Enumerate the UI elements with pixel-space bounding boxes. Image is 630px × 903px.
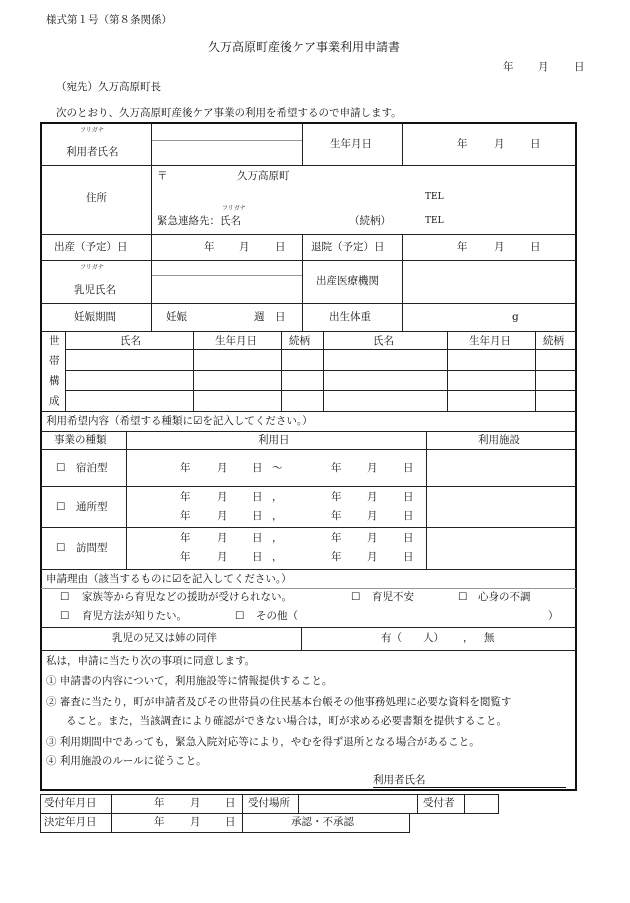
stay-from-day: 日: [252, 462, 263, 474]
household-col-rel-1: 続柄: [289, 335, 310, 347]
infant-furigana-input[interactable]: [152, 262, 301, 274]
receipt-day: 日: [225, 797, 236, 809]
stay-to-year: 年: [331, 462, 342, 474]
visit-checkbox[interactable]: ☐: [56, 542, 66, 554]
reason-2-checkbox[interactable]: ☐: [351, 591, 361, 603]
visit1-to-day: 日: [403, 532, 414, 544]
approval-status: 承認・不承認: [291, 816, 354, 828]
visit1-to-month: 月: [367, 532, 378, 544]
town-name: 久万高原町: [237, 170, 290, 182]
decision-day: 日: [225, 816, 236, 828]
reason-3-checkbox[interactable]: ☐: [458, 591, 468, 603]
furigana-label: フリガナ: [80, 127, 104, 134]
stay-tilde: ～: [272, 462, 283, 474]
reason-2-label: 育児不安: [372, 591, 414, 603]
discharge-day: 日: [530, 241, 541, 253]
household-col-birth-2: 生年月日: [469, 335, 511, 347]
reason-4-checkbox[interactable]: ☐: [60, 610, 70, 622]
relation-label: （続柄）: [349, 215, 391, 227]
household-side-2: 帯: [49, 355, 60, 367]
reason-3-label: 心身の不調: [478, 591, 531, 603]
decision-month: 月: [190, 816, 201, 828]
visit1-from-month: 月: [217, 532, 228, 544]
visit2-to-year: 年: [331, 551, 342, 563]
delivery-date-label: 出産（予定）日: [54, 241, 128, 253]
discharge-month: 月: [494, 241, 505, 253]
header-day: 日: [574, 61, 585, 73]
stay-to-month: 月: [367, 462, 378, 474]
addressee: （宛先）久万高原町長: [56, 81, 161, 93]
day2-from-month: 月: [217, 510, 228, 522]
visit-label: 訪問型: [76, 542, 108, 554]
gestation-prefix: 妊娠: [166, 311, 187, 323]
receipt-year: 年: [154, 797, 165, 809]
stay-checkbox[interactable]: ☐: [56, 462, 66, 474]
consent-item-3: ③ 利用期間中であっても，緊急入院対応等により，やむを得ず退所となる場合があること。: [46, 736, 480, 748]
visit1-comma: ，: [272, 532, 283, 544]
sibling-count-unit: 人）: [423, 632, 444, 644]
reason-4-label: 育児方法が知りたい。: [82, 610, 187, 622]
day1-from-year: 年: [180, 491, 191, 503]
sibling-comma: ，: [463, 632, 474, 644]
usage-heading: 利用希望内容（希望する種類に☑を記入してください。）: [46, 415, 313, 427]
receipt-month: 月: [190, 797, 201, 809]
sibling-yes[interactable]: 有（: [381, 632, 402, 644]
stay-from-year: 年: [180, 462, 191, 474]
signature-label: 利用者氏名: [373, 774, 426, 786]
birthdate-label: 生年月日: [330, 138, 372, 150]
visit2-from-day: 日: [252, 551, 263, 563]
decision-date-label: 決定年月日: [44, 816, 97, 828]
delivery-month: 月: [239, 241, 250, 253]
day2-to-month: 月: [367, 510, 378, 522]
gestation-label: 妊娠期間: [74, 311, 116, 323]
consent-item-1: ① 申請書の内容について，利用施設等に情報提供すること。: [46, 675, 333, 687]
gestation-day: 日: [275, 311, 286, 323]
infant-name-label: 乳児氏名: [74, 284, 116, 296]
reason-1-label: 家族等から育児などの援助が受けられない。: [82, 591, 292, 603]
reason-5-checkbox[interactable]: ☐: [235, 610, 245, 622]
household-col-name-2: 氏名: [373, 335, 394, 347]
visit2-to-day: 日: [403, 551, 414, 563]
reason-heading: 申請理由（該当するものに☑を記入してください。）: [46, 573, 292, 585]
page-title: 久万高原町産後ケア事業利用申請書: [208, 40, 401, 54]
household-side-1: 世: [49, 335, 60, 347]
day1-from-day: 日: [252, 491, 263, 503]
day1-comma: ，: [272, 491, 283, 503]
household-col-rel-2: 続柄: [543, 335, 564, 347]
birth-year: 年: [457, 138, 468, 150]
household-side-3: 構: [49, 375, 60, 387]
stay-to-day: 日: [403, 462, 414, 474]
discharge-year: 年: [457, 241, 468, 253]
household-col-name-1: 氏名: [120, 335, 141, 347]
usage-col-date: 利用日: [258, 434, 290, 446]
birth-weight-unit: g: [512, 311, 519, 323]
discharge-date-label: 退院（予定）日: [311, 241, 385, 253]
visit2-to-month: 月: [367, 551, 378, 563]
applicant-name-label: 利用者氏名: [66, 146, 119, 158]
infant-furigana-label: フリガナ: [80, 264, 104, 271]
sibling-label: 乳児の兄又は姉の同伴: [112, 632, 217, 644]
applicant-furigana-input[interactable]: [152, 130, 301, 139]
delivery-year: 年: [204, 241, 215, 253]
hospital-label: 出産医療機関: [316, 275, 379, 287]
birth-day: 日: [530, 138, 541, 150]
day1-to-day: 日: [403, 491, 414, 503]
reason-5-close: ）: [548, 610, 559, 622]
consent-item-2a: ② 審査に当たり，町が申請者及びその世帯員の住民基本台帳その他事務処理に必要な資料を閲覧す: [46, 696, 512, 708]
visit2-from-month: 月: [217, 551, 228, 563]
stay-from-month: 月: [217, 462, 228, 474]
household-col-birth-1: 生年月日: [215, 335, 257, 347]
header-month: 月: [538, 61, 549, 73]
day2-from-year: 年: [180, 510, 191, 522]
usage-col-type: 事業の種類: [54, 434, 107, 446]
emergency-tel-label: TEL: [425, 216, 444, 226]
delivery-day: 日: [275, 241, 286, 253]
decision-year: 年: [154, 816, 165, 828]
stay-label: 宿泊型: [76, 462, 108, 474]
visit1-from-day: 日: [252, 532, 263, 544]
day-label: 通所型: [76, 501, 108, 513]
emergency-contact-label: 緊急連絡先：氏名: [157, 215, 241, 227]
day2-to-year: 年: [331, 510, 342, 522]
sibling-no[interactable]: 無: [484, 632, 495, 644]
visit2-from-year: 年: [180, 551, 191, 563]
receipt-date-label: 受付年月日: [44, 797, 97, 809]
header-year: 年: [503, 61, 514, 73]
tel-label: TEL: [425, 192, 444, 202]
usage-col-facility: 利用施設: [478, 434, 520, 446]
form-number: 様式第１号（第８条関係）: [46, 14, 172, 26]
household-side-4: 成: [49, 395, 60, 407]
visit2-comma: ，: [272, 551, 283, 563]
visit1-from-year: 年: [180, 532, 191, 544]
birth-month: 月: [494, 138, 505, 150]
day1-to-month: 月: [367, 491, 378, 503]
applicant-name-input[interactable]: [152, 142, 301, 164]
reason-1-checkbox[interactable]: ☐: [60, 591, 70, 603]
day-checkbox[interactable]: ☐: [56, 501, 66, 513]
consent-intro: 私は，申請に当たり次の事項に同意します。: [46, 655, 256, 667]
main-form-frame: [40, 122, 577, 791]
consent-item-2b: ること。また，当該調査により確認ができない場合は，町が求める必要書類を提供すること。: [66, 715, 507, 727]
day2-to-day: 日: [403, 510, 414, 522]
receiver-label: 受付者: [423, 797, 455, 809]
gestation-week: 週: [254, 311, 265, 323]
receipt-place-label: 受付場所: [248, 797, 290, 809]
visit1-to-year: 年: [331, 532, 342, 544]
infant-name-input[interactable]: [152, 277, 301, 302]
day2-comma: ，: [272, 510, 283, 522]
consent-item-4: ④ 利用施設のルールに従うこと。: [46, 755, 207, 767]
intro-text: 次のとおり、久万高原町産後ケア事業の利用を希望するので申請します。: [56, 107, 402, 119]
emergency-furigana: フリガナ: [222, 205, 246, 212]
day1-from-month: 月: [217, 491, 228, 503]
birth-weight-label: 出生体重: [329, 311, 371, 323]
day2-from-day: 日: [252, 510, 263, 522]
postal-mark: 〒: [157, 170, 168, 182]
reason-5-label: その他（: [256, 610, 298, 622]
address-label: 住所: [86, 192, 107, 204]
day1-to-year: 年: [331, 491, 342, 503]
signature-line[interactable]: [373, 787, 566, 788]
